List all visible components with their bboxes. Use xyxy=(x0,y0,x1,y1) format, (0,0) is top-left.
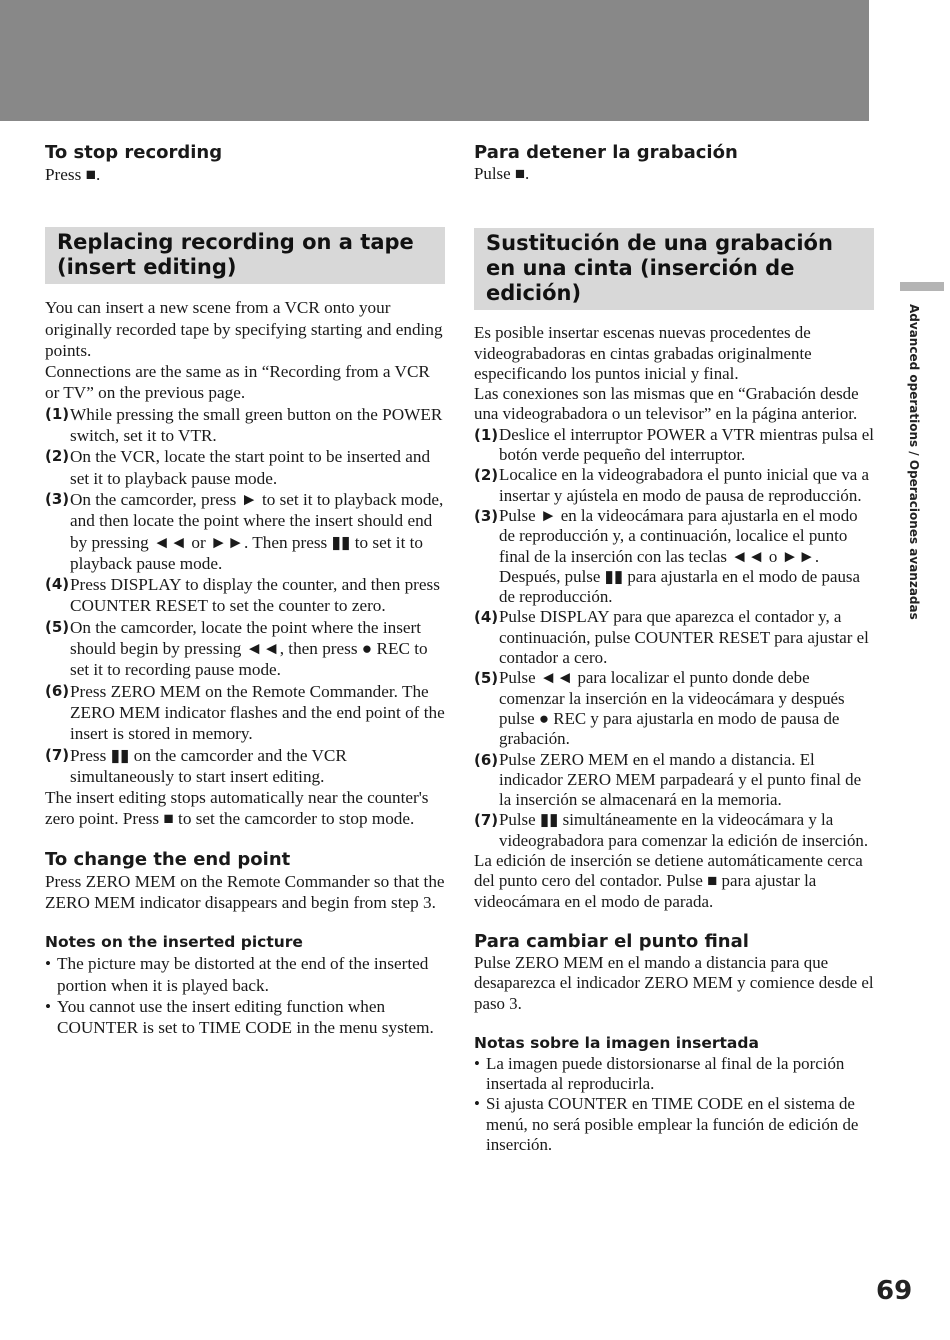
side-tab-marker xyxy=(900,282,944,291)
step-number: (3) xyxy=(45,489,70,508)
intro-paragraph-es: Es posible insertar escenas nuevas procedentes de videograbadoras en cintas grabadas originalmente especificando los puntos inicial y final. xyxy=(474,323,812,383)
spanish-column xyxy=(474,142,874,1155)
connections-paragraph-es: Las conexiones son las mismas que en “Grabación desde una videograbadora o un televisor” en la página anterior. xyxy=(474,384,859,424)
step-text: On the VCR, locate the start point to be inserted and set it to playback pause mode. xyxy=(70,447,431,488)
step-number: (4) xyxy=(474,608,499,627)
notes-heading: Notes on the inserted picture xyxy=(45,933,303,952)
step-text: Pulse DISPLAY para que aparezca el contador y, a continuación, pulse COUNTER RESET para ajustar el contador a cero. xyxy=(499,607,869,668)
change-end-point-text-es: Pulse ZERO MEM en el mando a distancia para que desaparezca el indicador ZERO MEM y comience desde el paso 3. xyxy=(474,952,874,1013)
step-number: (5) xyxy=(474,669,499,688)
note-text: The picture may be distorted at the end of the inserted portion when it is played back. xyxy=(57,954,429,995)
step-item xyxy=(474,750,874,811)
step-text: Press ▮▮ on the camcorder and the VCR simultaneously to start insert editing. xyxy=(70,745,347,786)
step-number: (2) xyxy=(45,447,70,466)
notes-heading-es: Notas sobre la imagen insertada xyxy=(474,1033,759,1052)
step-text: While pressing the small green button on the POWER switch, set it to VTR. xyxy=(70,404,443,446)
connections-paragraph: Connections are the same as in “Recording from a VCR or TV” on the previous page. xyxy=(45,362,430,403)
step-number: (2) xyxy=(474,466,499,485)
step-number: (4) xyxy=(45,575,70,594)
step-text: Pulse ► en la videocámara para ajustarla en el modo de reproducción y, a continuación, localice el punto final de la inserción con las teclas ◄◄ o ►►. Después, pulse ▮▮ para ajustarla en el modo de pausa de reproducción. xyxy=(499,505,860,607)
step-number: (7) xyxy=(474,811,499,830)
step-item xyxy=(45,745,445,788)
step-item xyxy=(45,489,445,574)
note-item: • The picture may be distorted at the end of the inserted portion when it is played back. xyxy=(45,953,445,996)
stop-recording-heading: To stop recording xyxy=(45,142,223,163)
intro-paragraph: You can insert a new scene from a VCR onto your originally recorded tape by specifying starting and ending points. xyxy=(45,298,443,360)
step-text: Localice en la videograbadora el punto inicial que va a insertar y ajústela en modo de pausa de reproducción. xyxy=(499,465,870,505)
step-text: Pulse ▮▮ simultáneamente en la videocámara y la videograbadora para comenzar la edición de inserción. xyxy=(499,810,869,850)
step-number: (1) xyxy=(474,425,499,444)
step-number: (3) xyxy=(474,506,499,525)
step-number: (6) xyxy=(45,681,70,700)
steps-list xyxy=(45,404,445,787)
note-text: La imagen puede distorsionarse al final de la porción insertada al reproducirla. xyxy=(486,1053,845,1094)
step-text: Deslice el interruptor POWER a VTR mientras pulsa el botón verde pequeño del interruptor. xyxy=(499,424,874,465)
step-item xyxy=(474,506,874,607)
stop-recording-heading-es: Para detener la grabación xyxy=(474,142,738,163)
english-column xyxy=(45,142,445,1039)
top-gray-band xyxy=(0,0,869,121)
step-item xyxy=(474,810,874,851)
stop-recording-text: Press ■. xyxy=(45,165,101,184)
change-end-point-heading: To change the end point xyxy=(45,848,291,870)
step-item xyxy=(45,574,445,617)
note-text: You cannot use the insert editing function when COUNTER is set to TIME CODE in the menu system. xyxy=(57,996,434,1038)
step-item xyxy=(474,668,874,749)
side-tab-label: Advanced operations / Operaciones avanzadas xyxy=(907,304,921,620)
step-text: Pulse ◄◄ para localizar el punto donde debe comenzar la inserción en la videocámara y después pulse ● REC y para ajustarla en modo de pausa de grabación. xyxy=(499,668,845,749)
step-text: On the camcorder, locate the point where the insert should begin by pressing ◄◄, then press ● REC to set it to recording pause mode. xyxy=(70,617,428,680)
step-item xyxy=(45,446,445,489)
after-steps-paragraph-es: La edición de inserción se detiene automáticamente cerca del punto cero del contador. Pulse ■ para ajustar la videocámara en el modo de parada. xyxy=(474,851,863,911)
note-item: • Si ajusta COUNTER en TIME CODE en el sistema de menú, no será posible emplear la función de edición de inserción. xyxy=(474,1094,874,1155)
change-end-point-heading-es: Para cambiar el punto final xyxy=(474,930,749,952)
note-text: Si ajusta COUNTER en TIME CODE en el sistema de menú, no será posible emplear la función de edición de inserción. xyxy=(486,1094,859,1154)
change-end-point-text: Press ZERO MEM on the Remote Commander so that the ZERO MEM indicator disappears and begin from step 3. xyxy=(45,871,445,913)
page-number: 69 xyxy=(876,1276,913,1306)
step-text: Press ZERO MEM on the Remote Commander. The ZERO MEM indicator flashes and the end point of the insert is stored in memory. xyxy=(70,681,445,744)
note-item: • You cannot use the insert editing function when COUNTER is set to TIME CODE in the menu system. xyxy=(45,996,445,1039)
step-text: Pulse ZERO MEM en el mando a distancia. El indicador ZERO MEM parpadeará y el punto final de la inserción se almacenará en la memoria. xyxy=(499,749,862,810)
step-number: (7) xyxy=(45,745,70,764)
step-number: (6) xyxy=(474,750,499,769)
section-title-box: Replacing recording on a tape (insert editing) xyxy=(45,227,445,284)
step-item xyxy=(474,607,874,668)
step-item xyxy=(45,617,445,681)
note-item: • La imagen puede distorsionarse al final de la porción insertada al reproducirla. xyxy=(474,1054,874,1095)
step-number: (5) xyxy=(45,617,70,636)
step-item xyxy=(474,425,874,466)
section-title-box-es: Sustitución de una grabación en una cinta (inserción de edición) xyxy=(474,228,874,310)
stop-recording-text-es: Pulse ■. xyxy=(474,164,530,183)
step-text: On the camcorder, press ► to set it to playback mode, and then locate the point where the insert should end by pressing ◄◄ or ►►. Then press ▮▮ to set it to playback pause mode. xyxy=(70,489,444,573)
after-steps-paragraph: The insert editing stops automatically near the counter's zero point. Press ■ to set the camcorder to stop mode. xyxy=(45,788,429,829)
steps-list-es xyxy=(474,425,874,851)
step-number: (1) xyxy=(45,404,70,423)
step-item xyxy=(474,465,874,506)
step-text: Press DISPLAY to display the counter, and then press COUNTER RESET to set the counter to zero. xyxy=(70,575,440,616)
step-item xyxy=(45,681,445,745)
step-item xyxy=(45,404,445,447)
